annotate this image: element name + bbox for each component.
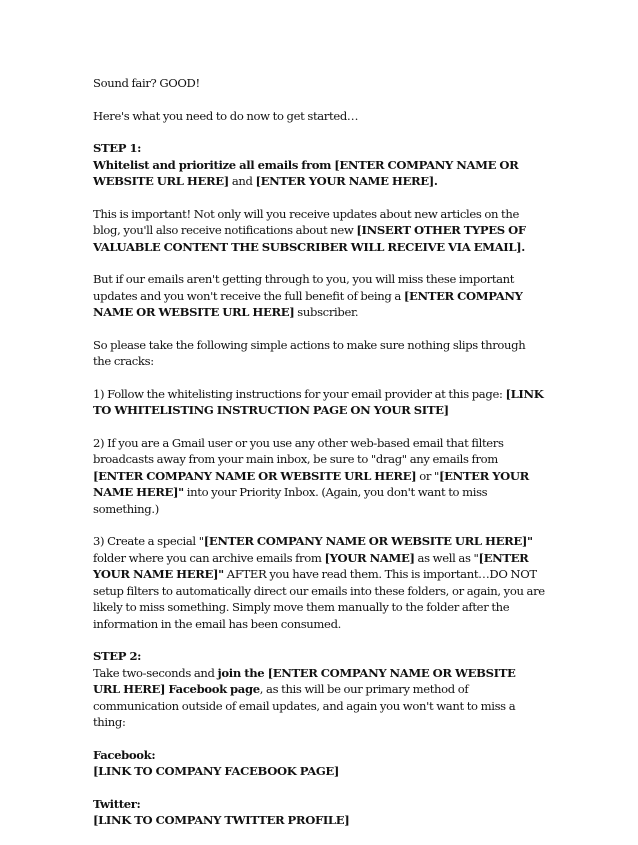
get-started-line [93, 108, 545, 125]
twitter-label: Twitter: [93, 796, 141, 811]
item3-aswell: as well as " [414, 550, 479, 565]
company-placeholder: [ENTER COMPANY NAME OR WEBSITE URL HERE] [93, 288, 523, 319]
item1-text: 1) Follow the whitelisting instructions for your email provider at this page: [93, 386, 506, 401]
action-item-1 [93, 386, 545, 419]
item3-folder-text: folder where you can archive emails from [93, 550, 325, 565]
facebook-label: Facebook: [93, 747, 156, 762]
twitter-link-placeholder[interactable]: [LINK TO COMPANY TWITTER PROFILE] [93, 813, 350, 827]
item3-tail: AFTER you have read them. This is important…DO NOT setup filters to automatically direct our emails into these folders, or again, you are likely to miss something. Simply move them manually to the folder after the information in the email has been consumed. [93, 567, 545, 631]
facebook-join-placeholder: join the [ENTER COMPANY NAME OR WEBSITE URL HERE] Facebook page [93, 665, 516, 696]
whitelist-link-placeholder[interactable]: [LINK TO WHITELISTING INSTRUCTION PAGE ON YOUR SITE] [93, 386, 544, 417]
action-item-3 [93, 533, 545, 632]
step2-tail: , as this will be our primary method of communication outside of email updates, and again you won't want to miss a thing: [93, 682, 516, 729]
intro-line [93, 75, 545, 92]
facebook-link-placeholder[interactable]: [LINK TO COMPANY FACEBOOK PAGE] [93, 764, 340, 778]
twitter-section [93, 796, 545, 829]
step1-heading: STEP 1: [93, 141, 142, 155]
item3-name-placeholder: [ENTER YOUR NAME HERE]" [93, 550, 529, 581]
emails-text: But if our emails aren't getting through to you, you will miss these important updates and you won't receive the full benefit of being a [93, 272, 515, 303]
step1-section [93, 140, 545, 190]
step2-section [93, 648, 545, 731]
item3-text: 3) Create a special " [93, 534, 204, 548]
get-started-text: Here's what you need to do now to get started… [93, 108, 359, 123]
item2-or: or " [416, 468, 439, 483]
item2-name-placeholder: [ENTER YOUR NAME HERE]" [93, 468, 529, 499]
actions-paragraph [93, 337, 545, 370]
intro-text: Sound fair? GOOD! [93, 76, 200, 90]
item3-yourname-placeholder: [YOUR NAME] [324, 550, 415, 565]
step2-text: Take two-seconds and [93, 665, 218, 680]
facebook-section [93, 747, 545, 780]
subscriber-text: subscriber. [294, 305, 359, 319]
item2-company-placeholder: [ENTER COMPANY NAME OR WEBSITE URL HERE] [93, 468, 417, 483]
step1-instruction: Whitelist and prioritize all emails from [ENTER COMPANY NAME OR WEBSITE URL HERE] [93, 157, 519, 188]
item3-company-placeholder: [ENTER COMPANY NAME OR WEBSITE URL HERE]" [203, 534, 533, 548]
step2-heading: STEP 2: [93, 649, 142, 663]
important-paragraph [93, 206, 545, 256]
emails-paragraph [93, 271, 545, 321]
action-item-2 [93, 435, 545, 518]
item2-tail: into your Priority Inbox. (Again, you don't want to miss something.) [93, 485, 488, 516]
step1-and: and [228, 174, 256, 188]
content-type-placeholder: [INSERT OTHER TYPES OF VALUABLE CONTENT THE SUBSCRIBER WILL RECEIVE VIA EMAIL]. [93, 223, 526, 254]
item2-text: 2) If you are a Gmail user or you use any other web-based email that filters broadcasts away from your main inbox, be sure to "drag" any emails from [93, 435, 504, 466]
actions-text: So please take the following simple actions to make sure nothing slips through the cracks: [93, 337, 526, 368]
step1-name-placeholder: [ENTER YOUR NAME HERE]. [255, 174, 438, 188]
important-text: This is important! Not only will you receive updates about new articles on the blog, you'll also receive notifications about new [93, 206, 519, 237]
document-page [93, 75, 545, 845]
